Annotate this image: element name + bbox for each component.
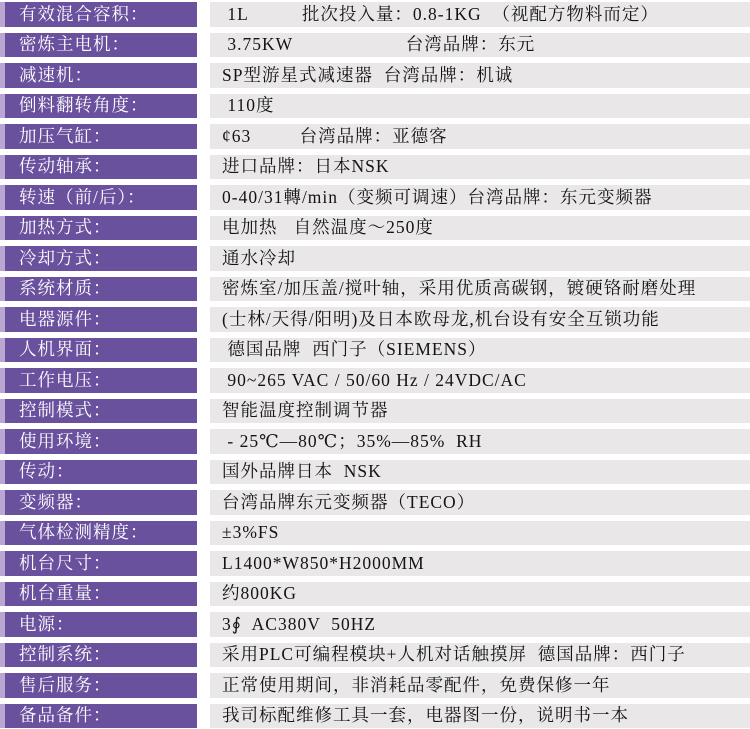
spec-label-cell — [0, 673, 197, 698]
label-accent-stripe — [0, 307, 5, 332]
spec-label: 电器源件： — [19, 308, 112, 329]
spec-row-reducer — [0, 63, 750, 88]
spec-row-machine-dimensions — [0, 551, 750, 576]
spec-label-cell — [0, 643, 197, 668]
spec-row-drive-bearing — [0, 155, 750, 180]
spec-label-cell — [0, 307, 197, 332]
spec-value: ¢63 台湾品牌：亚德客 — [210, 124, 750, 149]
label-accent-stripe — [0, 63, 5, 88]
spec-row-main-motor — [0, 33, 750, 58]
spec-label-cell — [0, 429, 197, 454]
label-accent-stripe — [0, 94, 5, 119]
spec-label: 机台重量： — [19, 583, 112, 603]
spec-row-pressure-cylinder — [0, 124, 750, 149]
spec-label-cell — [0, 216, 197, 241]
spec-label: 售后服务： — [19, 674, 112, 695]
spec-label: 减速机： — [19, 64, 93, 85]
spec-row-electrical-components — [0, 307, 750, 332]
spec-label-cell — [0, 551, 197, 576]
spec-label-cell — [0, 2, 197, 27]
spec-row-effective-volume — [0, 2, 750, 27]
spec-label-cell — [0, 155, 197, 180]
spec-label: 冷却方式： — [19, 247, 112, 268]
spec-value: 国外品牌日本 NSK — [210, 460, 750, 485]
spec-value: 我司标配维修工具一套，电器图一份，说明书一本 — [210, 704, 750, 729]
label-accent-stripe — [0, 673, 5, 698]
spec-row-after-sales-service — [0, 673, 750, 698]
label-accent-stripe — [0, 612, 5, 637]
spec-label-cell — [0, 94, 197, 119]
spec-label: 有效混合容积： — [19, 3, 149, 24]
spec-label-cell — [0, 460, 197, 485]
spec-value: 0-40/31轉/min（变频可调速）台湾品牌：东元变频器 — [210, 185, 750, 210]
spec-label-cell — [0, 338, 197, 363]
spec-label: 系统材质： — [19, 278, 112, 298]
spec-label-cell — [0, 185, 197, 210]
spec-label: 传动轴承： — [19, 156, 112, 176]
spec-row-control-system — [0, 643, 750, 668]
label-accent-stripe — [0, 551, 5, 576]
spec-row-control-mode — [0, 399, 750, 424]
label-accent-stripe — [0, 33, 5, 58]
label-accent-stripe — [0, 2, 5, 27]
spec-label: 工作电压： — [19, 369, 112, 390]
spec-value: ±3%FS — [210, 521, 750, 546]
spec-row-rotation-speed — [0, 185, 750, 210]
spec-label: 控制系统： — [19, 644, 112, 664]
spec-label: 加压气缸： — [19, 125, 112, 146]
spec-row-gas-detection-accuracy — [0, 521, 750, 546]
label-accent-stripe — [0, 429, 5, 454]
spec-label-cell — [0, 63, 197, 88]
label-accent-stripe — [0, 521, 5, 546]
spec-row-power-supply — [0, 612, 750, 637]
spec-label-cell — [0, 368, 197, 393]
label-accent-stripe — [0, 185, 5, 210]
label-accent-stripe — [0, 490, 5, 515]
spec-label-cell — [0, 582, 197, 607]
spec-label-cell — [0, 124, 197, 149]
spec-label-cell — [0, 399, 197, 424]
spec-value: 密炼室/加压盖/搅叶轴，采用优质高碳钢，镀硬铬耐磨处理 — [210, 277, 750, 302]
label-accent-stripe — [0, 643, 5, 668]
spec-row-hmi — [0, 338, 750, 363]
spec-value: 智能温度控制调节器 — [210, 399, 750, 424]
spec-row-machine-weight — [0, 582, 750, 607]
label-accent-stripe — [0, 704, 5, 729]
spec-value: 1L 批次投入量：0.8-1KG （视配方物料而定） — [210, 2, 750, 27]
spec-label-cell — [0, 277, 197, 302]
spec-label: 电源： — [19, 613, 75, 634]
spec-label-cell — [0, 490, 197, 515]
spec-row-transmission — [0, 460, 750, 485]
spec-value: 电加热 自然温度～250度 — [210, 216, 750, 241]
spec-value: 3∮ AC380V 50HZ — [210, 612, 750, 637]
spec-value: L1400*W850*H2000MM — [210, 551, 750, 576]
label-accent-stripe — [0, 460, 5, 485]
spec-value: 110度 — [210, 94, 750, 119]
spec-value: SP型游星式减速器 台湾品牌：机诚 — [210, 63, 750, 88]
spec-value: 德国品牌 西门子（SIEMENS） — [210, 338, 750, 363]
spec-row-inverter — [0, 490, 750, 515]
spec-label: 变频器： — [19, 491, 93, 512]
spec-label-cell — [0, 33, 197, 58]
spec-row-spare-parts — [0, 704, 750, 729]
spec-value: 90~265 VAC / 50/60 Hz / 24VDC/AC — [210, 368, 750, 393]
spec-label-cell — [0, 246, 197, 271]
spec-label-cell — [0, 612, 197, 637]
spec-label: 使用环境： — [19, 430, 112, 451]
spec-value: 约800KG — [210, 582, 750, 607]
label-accent-stripe — [0, 246, 5, 271]
label-accent-stripe — [0, 277, 5, 302]
spec-label: 传动： — [19, 461, 75, 481]
spec-label: 密炼主电机： — [19, 34, 130, 54]
label-accent-stripe — [0, 216, 5, 241]
spec-row-cooling-method — [0, 246, 750, 271]
label-accent-stripe — [0, 124, 5, 149]
spec-label: 备品备件： — [19, 705, 112, 725]
spec-label: 加热方式： — [19, 217, 112, 237]
spec-value: 通水冷却 — [210, 246, 750, 271]
label-accent-stripe — [0, 582, 5, 607]
spec-row-working-voltage — [0, 368, 750, 393]
spec-value: 正常使用期间，非消耗品零配件，免费保修一年 — [210, 673, 750, 698]
label-accent-stripe — [0, 368, 5, 393]
spec-value: 台湾品牌东元变频器（TECO） — [210, 490, 750, 515]
spec-row-tilt-angle — [0, 94, 750, 119]
spec-value: 3.75KW 台湾品牌：东元 — [210, 33, 750, 58]
spec-label: 控制模式： — [19, 400, 112, 420]
spec-row-system-material — [0, 277, 750, 302]
spec-value: - 25℃—80℃；35%—85% RH — [210, 429, 750, 454]
spec-label: 机台尺寸： — [19, 552, 112, 573]
spec-label: 转速（前/后）： — [19, 186, 146, 207]
spec-label-cell — [0, 704, 197, 729]
label-accent-stripe — [0, 399, 5, 424]
label-accent-stripe — [0, 155, 5, 180]
spec-label: 人机界面： — [19, 339, 112, 359]
spec-label: 倒料翻转角度： — [19, 95, 149, 115]
spec-value: (士林/天得/阳明)及日本欧母龙,机台设有安全互锁功能 — [210, 307, 750, 332]
spec-label-cell — [0, 521, 197, 546]
spec-value: 采用PLC可编程模块+人机对话触摸屏 德国品牌：西门子 — [210, 643, 750, 668]
spec-label: 气体检测精度： — [19, 522, 149, 542]
spec-row-heating-method — [0, 216, 750, 241]
spec-value: 进口品牌：日本NSK — [210, 155, 750, 180]
label-accent-stripe — [0, 338, 5, 363]
spec-row-operating-environment — [0, 429, 750, 454]
